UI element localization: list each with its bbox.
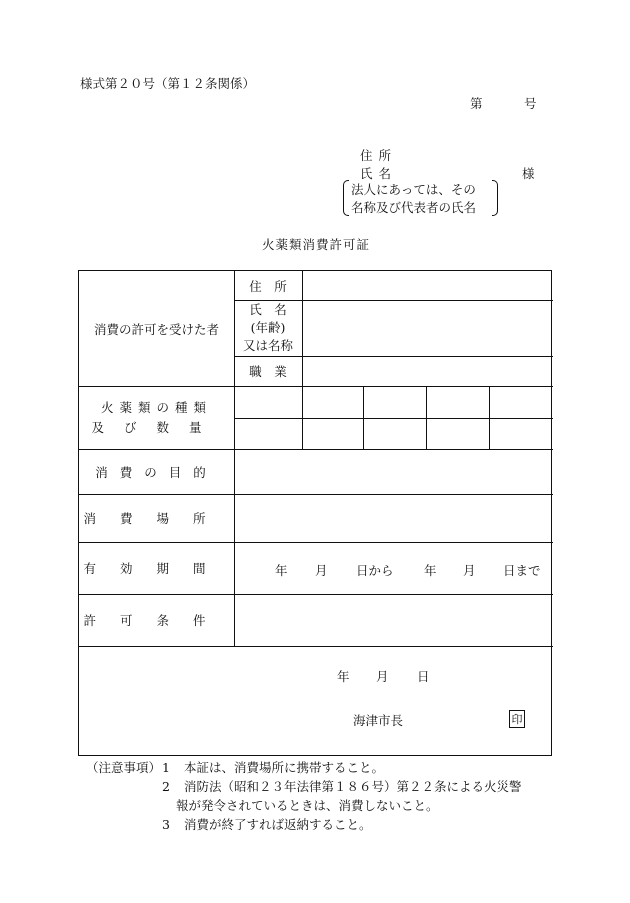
number-prefix: 第 xyxy=(470,96,483,111)
address-label: 住 所 xyxy=(249,278,287,294)
note-3-text: 消費が終了すれば返納すること。 xyxy=(184,817,372,832)
note-2-text-line1: 消防法（昭和２３年法律第１８６号）第２２条による火災警 xyxy=(184,779,522,794)
notes-heading: （注意事項） xyxy=(86,760,162,775)
name-label-cell xyxy=(234,300,302,356)
conditions-label: 許可条件 xyxy=(83,613,230,628)
seal-mark: 印 xyxy=(509,710,525,728)
explosives-label-line2: 及び数量 xyxy=(91,419,222,435)
period-label: 有効期間 xyxy=(83,561,230,576)
note-2-text-line2: 報が発令されているときは、消費しないこと。 xyxy=(176,798,439,813)
explosives-label-line1: 火薬類の種類 xyxy=(100,399,212,415)
form-id: 様式第２０号（第１２条関係） xyxy=(80,76,256,91)
permittee-label: 消費の許可を受けた者 xyxy=(93,321,219,337)
period-month1: 月 xyxy=(315,563,328,578)
name-label: 氏 名 xyxy=(249,302,287,317)
addressee-name-label: 氏名 xyxy=(360,166,398,181)
issue-year: 年 xyxy=(337,669,350,684)
note-3-number: 3 xyxy=(162,817,170,832)
issue-month: 月 xyxy=(376,669,389,684)
note-1-number: 1 xyxy=(162,760,170,775)
age-label: (年齢) xyxy=(250,320,286,335)
purpose-label: 消費の目的 xyxy=(95,464,218,480)
honorific: 様 xyxy=(522,166,535,181)
number-suffix: 号 xyxy=(524,96,537,111)
col-line xyxy=(426,386,427,449)
explosives-label-cell xyxy=(79,386,234,449)
period-year2: 年 xyxy=(424,563,437,578)
left-bracket xyxy=(343,180,349,216)
corporate-note xyxy=(343,180,498,216)
page-title: 火薬類消費許可証 xyxy=(262,237,371,252)
corporate-note-line2: 名称及び代表者の氏名 xyxy=(351,200,477,215)
col-line xyxy=(363,386,364,449)
period-year1: 年 xyxy=(275,563,288,578)
place-label: 消費場所 xyxy=(83,511,230,526)
row-line xyxy=(79,646,553,647)
period-to: 日まで xyxy=(503,563,541,578)
col-line xyxy=(302,271,303,449)
occupation-label: 職 業 xyxy=(249,364,287,379)
addressee-address-label: 住所 xyxy=(360,148,398,163)
org-name-label: 又は名称 xyxy=(242,338,293,353)
issue-day: 日 xyxy=(417,669,430,684)
permit-table xyxy=(78,270,552,756)
right-bracket xyxy=(492,180,498,216)
period-from: 日から xyxy=(356,563,394,578)
note-2-number: 2 xyxy=(162,779,170,794)
period-month2: 月 xyxy=(463,563,476,578)
corporate-note-line1: 法人にあっては、その xyxy=(351,182,476,197)
col-line xyxy=(489,386,490,449)
row-line xyxy=(234,418,553,419)
note-1-text: 本証は、消費場所に携帯すること。 xyxy=(184,760,385,775)
issuer: 海津市長 xyxy=(353,713,404,728)
